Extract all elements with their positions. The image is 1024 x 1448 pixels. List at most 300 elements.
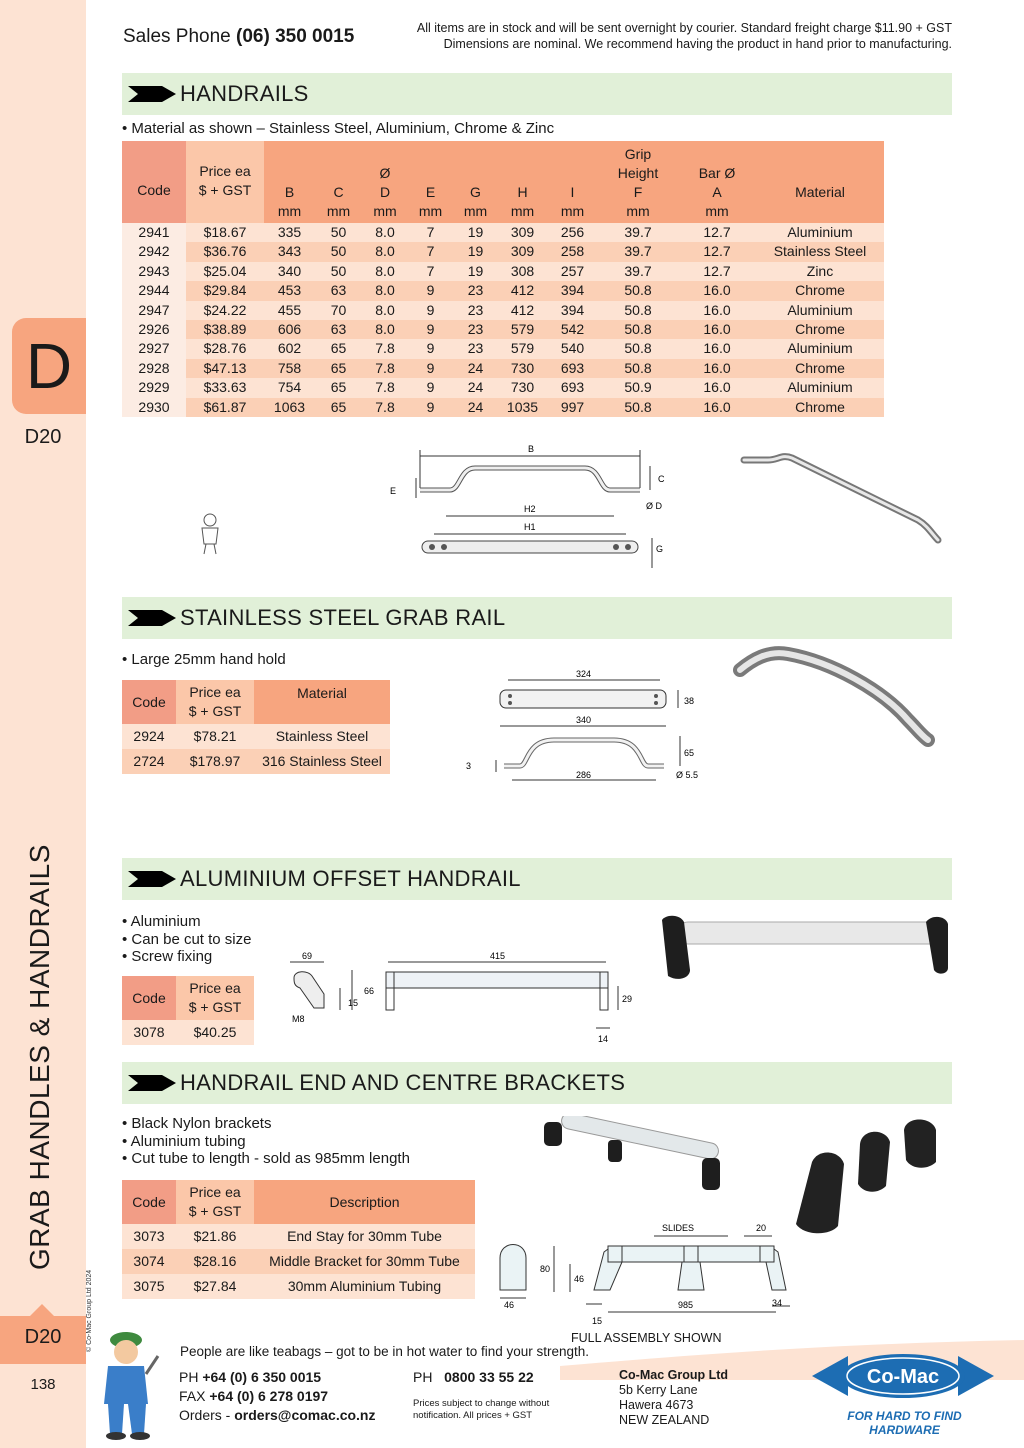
assembly-caption: FULL ASSEMBLY SHOWN <box>571 1331 722 1345</box>
hr-col-header-0 <box>122 141 186 223</box>
cell-code: 3073 <box>122 1224 176 1249</box>
hr-col-header-9-l3: F <box>633 184 643 200</box>
section-letter: D <box>25 330 73 402</box>
dim-20: 20 <box>756 1223 767 1233</box>
brackets-banner <box>122 1062 952 1104</box>
hr-col-header-2-l1 <box>264 145 315 164</box>
dim-415: 415 <box>490 951 506 961</box>
th-price-l1: Price ea <box>189 684 241 700</box>
contact-ph2 <box>413 1368 534 1387</box>
table-cell: Stainless Steel <box>254 724 390 749</box>
table-cell: $21.86 <box>176 1224 254 1249</box>
hr-col-header-4-l2: Ø <box>379 165 391 181</box>
addr-line1: 5b Kerry Lane <box>619 1383 698 1397</box>
dim-h2: H2 <box>524 504 536 514</box>
cell-code: 2941 <box>122 223 186 242</box>
table-cell: 9 <box>408 359 453 378</box>
table-cell: 50.8 <box>598 301 678 320</box>
table-cell: $47.13 <box>186 359 264 378</box>
footer-code: D20 <box>24 1326 62 1348</box>
dim-h1: H1 <box>524 522 536 532</box>
hr-col-header-3-l4: mm <box>326 203 351 219</box>
cell-code: 2942 <box>122 242 186 261</box>
table-cell: 23 <box>453 339 498 358</box>
hr-col-header-10-l1 <box>678 145 756 164</box>
table-cell: 316 Stainless Steel <box>254 749 390 774</box>
table-cell: 50 <box>315 223 362 242</box>
table-cell: 39.7 <box>598 242 678 261</box>
hr-col-header-2 <box>264 141 315 223</box>
table-cell: 758 <box>264 359 315 378</box>
orders-email[interactable]: orders@comac.co.nz <box>234 1407 376 1423</box>
table-row <box>122 724 390 749</box>
table-cell: 65 <box>315 339 362 358</box>
table-cell: 1063 <box>264 398 315 417</box>
table-cell: 50.8 <box>598 398 678 417</box>
dim-66: 66 <box>364 986 375 996</box>
hr-col-header-0-l2 <box>122 162 186 181</box>
th-price-l1: Price ea <box>189 980 241 996</box>
ph2-label: PH <box>413 1369 433 1385</box>
cell-code: 2926 <box>122 320 186 339</box>
hr-col-header-6-l3: G <box>470 184 481 200</box>
grab-rail-table <box>122 680 390 774</box>
table-cell: 308 <box>498 262 547 281</box>
handrails-title: HANDRAILS <box>180 81 309 106</box>
brackets-header-row <box>122 1180 475 1224</box>
table-cell: 754 <box>264 378 315 397</box>
hr-col-header-5-l1 <box>408 145 453 164</box>
table-cell: 542 <box>547 320 598 339</box>
th-code: Code <box>122 976 176 1020</box>
table-cell: 7.8 <box>362 378 408 397</box>
th-code: Code <box>122 680 176 724</box>
logo-tagline: FOR HARD TO FIND HARDWARE <box>847 1409 962 1437</box>
dim-985: 985 <box>678 1300 694 1310</box>
hr-col-header-0-l4 <box>122 200 186 219</box>
arrow-icon <box>128 871 176 887</box>
table-cell: 16.0 <box>678 378 756 397</box>
table-cell: 453 <box>264 281 315 300</box>
handrail-photo <box>738 450 948 550</box>
page-number: 138 <box>30 1376 56 1393</box>
table-cell: $36.76 <box>186 242 264 261</box>
hr-col-header-5 <box>408 141 453 223</box>
offset-bullet-1: • Aluminium <box>122 913 201 930</box>
cell-code: 2927 <box>122 339 186 358</box>
handrail-diagram <box>380 438 680 578</box>
hr-col-header-11-l3: Material <box>795 184 845 200</box>
table-cell: Chrome <box>756 398 884 417</box>
logo-text: Co-Mac <box>866 1366 940 1388</box>
arrow-icon <box>128 1075 176 1091</box>
dim-46h: 46 <box>574 1274 585 1284</box>
table-cell: Aluminium <box>756 301 884 320</box>
table-row <box>122 281 884 300</box>
hr-col-header-1 <box>186 141 264 223</box>
offset-bullet-2: • Can be cut to size <box>122 930 252 948</box>
table-cell: 12.7 <box>678 223 756 242</box>
table-cell: 16.0 <box>678 398 756 417</box>
dim-d: Ø D <box>646 501 663 511</box>
table-cell: 8.0 <box>362 281 408 300</box>
offset-bullet-3: • Screw fixing <box>122 948 213 965</box>
table-cell: $178.97 <box>176 749 254 774</box>
table-cell: Aluminium <box>756 223 884 242</box>
cell-code: 2944 <box>122 281 186 300</box>
table-cell: 412 <box>498 301 547 320</box>
cell-code: 3074 <box>122 1249 176 1274</box>
hr-col-header-3-l2 <box>315 164 362 183</box>
table-cell: $29.84 <box>186 281 264 300</box>
brackets-bullets <box>122 1115 410 1168</box>
dim-34: 34 <box>772 1298 783 1308</box>
table-cell: 7 <box>408 262 453 281</box>
hr-col-header-8 <box>547 141 598 223</box>
table-cell: 19 <box>453 262 498 281</box>
brackets-title: HANDRAIL END AND CENTRE BRACKETS <box>180 1070 626 1095</box>
hr-col-header-9-l2: Height <box>617 165 659 181</box>
cell-code: 2947 <box>122 301 186 320</box>
hr-col-header-10 <box>678 141 756 223</box>
table-row <box>122 749 390 774</box>
dim-38: 38 <box>684 696 695 706</box>
table-cell: $18.67 <box>186 223 264 242</box>
brackets-photo <box>786 1114 954 1238</box>
table-cell: 7 <box>408 223 453 242</box>
mascot-small-icon <box>196 512 224 556</box>
table-cell: 70 <box>315 301 362 320</box>
table-cell: 412 <box>498 281 547 300</box>
hr-col-header-5-l3: E <box>425 184 436 200</box>
contact-fax <box>179 1387 328 1406</box>
dim-69: 69 <box>302 951 313 961</box>
hr-col-header-2-l2 <box>264 164 315 183</box>
addr-line3: NEW ZEALAND <box>619 1413 710 1427</box>
table-cell: 24 <box>453 378 498 397</box>
cell-code: 2943 <box>122 262 186 281</box>
header-note-line1: All items are in stock and will be sent overnight by courier. Standard freight charge $11.90 + GST <box>416 21 952 35</box>
table-cell: 50.8 <box>598 281 678 300</box>
copyright: © Co-Mac Group Ltd 2024 <box>86 1269 93 1352</box>
hr-col-header-11-l2 <box>756 164 884 183</box>
grab-rail-title: STAINLESS STEEL GRAB RAIL <box>180 605 506 630</box>
table-row <box>122 1274 475 1299</box>
table-cell: 19 <box>453 223 498 242</box>
table-cell: 24 <box>453 359 498 378</box>
table-cell: 258 <box>547 242 598 261</box>
table-cell: 7.8 <box>362 339 408 358</box>
table-cell: 50.8 <box>598 359 678 378</box>
company-name: Co-Mac Group Ltd <box>619 1368 729 1382</box>
dim-c: C <box>658 474 665 484</box>
dim-324: 324 <box>576 669 592 679</box>
slogan: People are like teabags – got to be in hot water to find your strength. <box>180 1344 590 1359</box>
table-cell: 39.7 <box>598 223 678 242</box>
grab-rail-header-row <box>122 680 390 724</box>
table-cell: 65 <box>315 378 362 397</box>
offset-photo <box>654 912 954 988</box>
table-cell: 50.9 <box>598 378 678 397</box>
table-cell: 309 <box>498 242 547 261</box>
cell-code: 2928 <box>122 359 186 378</box>
handrails-header-row <box>122 141 884 223</box>
assembly-photo <box>540 1116 730 1196</box>
table-cell: 309 <box>498 223 547 242</box>
dim-14: 14 <box>598 1034 609 1044</box>
hr-col-header-10-l3: A <box>712 184 722 200</box>
offset-banner <box>122 858 952 900</box>
table-cell: 65 <box>315 359 362 378</box>
offset-title: ALUMINIUM OFFSET HANDRAIL <box>180 866 521 891</box>
hr-col-header-4-l1 <box>362 145 408 164</box>
hr-col-header-9-l1: Grip <box>624 146 652 162</box>
table-cell: 9 <box>408 398 453 417</box>
table-cell: $24.22 <box>186 301 264 320</box>
hr-col-header-3 <box>315 141 362 223</box>
table-cell: 335 <box>264 223 315 242</box>
table-cell: 63 <box>315 281 362 300</box>
dim-80: 80 <box>540 1264 551 1274</box>
table-cell: 256 <box>547 223 598 242</box>
hr-col-header-6-l1 <box>453 145 498 164</box>
table-row <box>122 242 884 261</box>
dim-29: 29 <box>622 994 633 1004</box>
table-cell: Zinc <box>756 262 884 281</box>
hr-col-header-8-l4: mm <box>560 203 585 219</box>
hr-col-header-6-l2 <box>453 164 498 183</box>
table-cell: 455 <box>264 301 315 320</box>
th-price-l2: $ + GST <box>188 1203 242 1219</box>
footer-tab-notch <box>30 1304 54 1316</box>
table-row <box>122 359 884 378</box>
table-cell: 16.0 <box>678 320 756 339</box>
th-price-l2: $ + GST <box>188 703 242 719</box>
table-cell: 8.0 <box>362 320 408 339</box>
hr-col-header-1-l4 <box>186 200 264 219</box>
hr-col-header-1-l2: Price ea <box>199 163 251 179</box>
hr-col-header-2-l4: mm <box>277 203 302 219</box>
table-row <box>122 339 884 358</box>
th-description: Description <box>254 1180 475 1224</box>
grab-rail-bullet: • Large 25mm hand hold <box>122 651 286 668</box>
table-cell: 394 <box>547 301 598 320</box>
hr-col-header-10-l4: mm <box>705 203 729 219</box>
table-cell: 12.7 <box>678 242 756 261</box>
table-cell: 30mm Aluminium Tubing <box>254 1274 475 1299</box>
table-row <box>122 1249 475 1274</box>
table-cell: 730 <box>498 378 547 397</box>
table-cell: $28.16 <box>176 1249 254 1274</box>
table-row <box>122 398 884 417</box>
th-code: Code <box>122 1180 176 1224</box>
th-price-l2: $ + GST <box>188 999 242 1015</box>
cell-code: 3075 <box>122 1274 176 1299</box>
table-cell: $38.89 <box>186 320 264 339</box>
sales-number: (06) 350 0015 <box>236 26 355 47</box>
hr-col-header-5-l4: mm <box>418 203 443 219</box>
cell-code: 2924 <box>122 724 176 749</box>
table-cell: 23 <box>453 281 498 300</box>
cell-code: 2724 <box>122 749 176 774</box>
table-cell: 16.0 <box>678 339 756 358</box>
grab-rail-banner <box>122 597 952 639</box>
table-cell: 23 <box>453 301 498 320</box>
cell-code: 3078 <box>122 1020 176 1045</box>
table-cell: 343 <box>264 242 315 261</box>
table-cell: 8.0 <box>362 301 408 320</box>
ph2-number: 0800 33 55 22 <box>444 1369 534 1385</box>
th-material: Material <box>254 680 390 724</box>
table-row <box>122 223 884 242</box>
cell-code: 2930 <box>122 398 186 417</box>
table-cell: 50.8 <box>598 339 678 358</box>
table-cell: Chrome <box>756 359 884 378</box>
price-note: Prices subject to change without notification. All prices + GST <box>413 1398 550 1421</box>
table-row <box>122 1224 475 1249</box>
table-cell: 693 <box>547 378 598 397</box>
table-cell: 730 <box>498 359 547 378</box>
table-cell: $40.25 <box>176 1020 254 1045</box>
table-cell: 394 <box>547 281 598 300</box>
hr-col-header-2-l3: B <box>284 184 295 200</box>
comac-logo <box>808 1348 998 1404</box>
dim-340: 340 <box>576 715 592 725</box>
table-cell: 65 <box>315 398 362 417</box>
table-cell: $28.76 <box>186 339 264 358</box>
addr-line2: Hawera 4673 <box>619 1398 694 1412</box>
header-note-line2: Dimensions are nominal. We recommend having the product in hand prior to manufacturing. <box>443 37 952 51</box>
table-cell: Middle Bracket for 30mm Tube <box>254 1249 475 1274</box>
table-cell: End Stay for 30mm Tube <box>254 1224 475 1249</box>
table-cell: 540 <box>547 339 598 358</box>
table-cell: 50.8 <box>598 320 678 339</box>
table-cell: 9 <box>408 301 453 320</box>
table-cell: 50 <box>315 262 362 281</box>
dim-65: 65 <box>684 748 695 758</box>
table-cell: 12.7 <box>678 262 756 281</box>
dim-e: E <box>390 486 397 496</box>
hr-col-header-4-l4: mm <box>373 203 397 219</box>
table-cell: 9 <box>408 281 453 300</box>
table-cell: 606 <box>264 320 315 339</box>
th-price-l1: Price ea <box>189 1184 241 1200</box>
table-row <box>122 301 884 320</box>
hr-col-header-11-l1 <box>756 145 884 164</box>
offset-diagram <box>284 948 648 1048</box>
hr-col-header-11-l4 <box>756 202 884 221</box>
table-cell: 1035 <box>498 398 547 417</box>
table-cell: 579 <box>498 320 547 339</box>
hr-col-header-5-l2 <box>408 164 453 183</box>
table-cell: 7.8 <box>362 359 408 378</box>
table-row <box>122 320 884 339</box>
table-cell: Stainless Steel <box>756 242 884 261</box>
contact-orders <box>179 1406 376 1425</box>
brackets-bullet-2: • Aluminium tubing <box>122 1132 246 1150</box>
th-price <box>176 680 254 724</box>
mascot-icon <box>94 1326 162 1442</box>
table-cell: 9 <box>408 320 453 339</box>
orders-label: Orders - <box>179 1407 231 1423</box>
sales-label: Sales Phone <box>123 26 231 47</box>
table-cell: $61.87 <box>186 398 264 417</box>
table-cell: 7.8 <box>362 398 408 417</box>
offset-table <box>122 976 254 1045</box>
table-cell: 19 <box>453 242 498 261</box>
th-price <box>176 1180 254 1224</box>
dim-15: 15 <box>348 998 359 1008</box>
fax-number: +64 (0) 6 278 0197 <box>209 1388 329 1404</box>
dim-15: 15 <box>592 1316 603 1326</box>
table-cell: $27.84 <box>176 1274 254 1299</box>
table-cell: 24 <box>453 398 498 417</box>
table-cell: 63 <box>315 320 362 339</box>
table-cell: 50 <box>315 242 362 261</box>
hr-col-header-7-l3: H <box>517 184 528 200</box>
table-cell: $33.63 <box>186 378 264 397</box>
dim-slides: SLIDES <box>662 1223 695 1233</box>
table-cell: Aluminium <box>756 378 884 397</box>
table-cell: 39.7 <box>598 262 678 281</box>
table-cell: 7 <box>408 242 453 261</box>
table-row <box>122 1020 254 1045</box>
table-row <box>122 262 884 281</box>
table-cell: 16.0 <box>678 359 756 378</box>
table-cell: 9 <box>408 378 453 397</box>
table-cell: 8.0 <box>362 242 408 261</box>
company-address <box>619 1368 728 1428</box>
table-cell: Chrome <box>756 281 884 300</box>
hr-col-header-3-l3: C <box>333 184 344 200</box>
hr-col-header-0-l3: Code <box>137 182 171 198</box>
dim-46w: 46 <box>504 1300 515 1310</box>
table-row <box>122 378 884 397</box>
cell-code: 2929 <box>122 378 186 397</box>
dim-b: B <box>528 444 535 454</box>
handrails-bullet: • Material as shown – Stainless Steel, Aluminium, Chrome & Zinc <box>122 120 555 137</box>
ph-number: +64 (0) 6 350 0015 <box>202 1369 322 1385</box>
hr-col-header-3-l1 <box>315 145 362 164</box>
brackets-bullet-1: • Black Nylon brackets <box>122 1115 272 1132</box>
dim-hole: Ø 5.5 <box>676 770 699 780</box>
header-note <box>380 20 952 52</box>
table-cell: Chrome <box>756 320 884 339</box>
table-cell: 8.0 <box>362 262 408 281</box>
ph-label: PH <box>179 1369 199 1385</box>
dim-3: 3 <box>466 761 472 771</box>
hr-col-header-0-l1 <box>122 143 186 162</box>
handrails-table <box>122 141 884 417</box>
brackets-bullet-3: • Cut tube to length - sold as 985mm length <box>122 1150 410 1167</box>
dim-g: G <box>656 544 664 554</box>
table-cell: $78.21 <box>176 724 254 749</box>
table-cell: 23 <box>453 320 498 339</box>
table-cell: 8.0 <box>362 223 408 242</box>
hr-col-header-4-l3: D <box>379 184 391 200</box>
hr-col-header-6 <box>453 141 498 223</box>
table-cell: 257 <box>547 262 598 281</box>
grab-rail-diagram <box>464 666 704 786</box>
hr-col-header-7 <box>498 141 547 223</box>
hr-col-header-10-l2: Bar Ø <box>698 165 736 181</box>
grab-rail-photo <box>732 640 942 750</box>
table-cell: 16.0 <box>678 301 756 320</box>
arrow-icon <box>128 86 176 102</box>
table-cell: 16.0 <box>678 281 756 300</box>
hr-col-header-7-l2 <box>498 164 547 183</box>
hr-col-header-6-l4: mm <box>463 203 488 219</box>
